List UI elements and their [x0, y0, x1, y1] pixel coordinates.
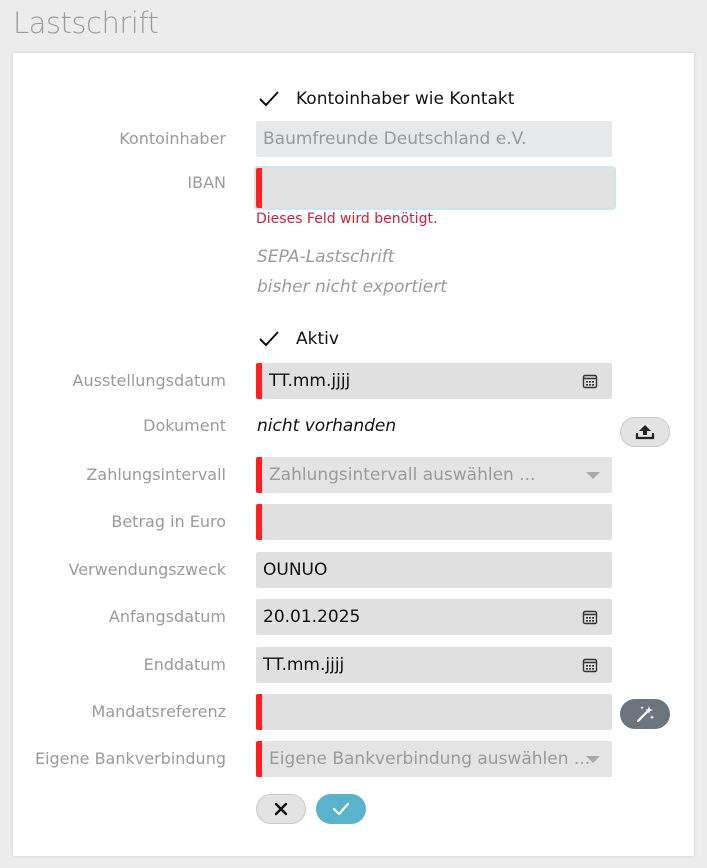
generate-mandatsreferenz-button[interactable] [620, 699, 670, 729]
eigene-bankverbindung-label: Eigene Bankverbindung [34, 749, 226, 768]
ausstellungsdatum-row [13, 363, 694, 399]
ausstellungsdatum-label: Ausstellungsdatum [72, 371, 226, 390]
chevron-down-icon [586, 756, 600, 763]
dokument-value: nicht vorhanden [257, 416, 397, 436]
lastschrift-form [13, 53, 694, 856]
check-icon [256, 86, 282, 112]
kontoinhaber-label: Kontoinhaber [119, 129, 226, 148]
mandatsreferenz-input[interactable] [256, 694, 612, 730]
kontoinhaber-wie-kontakt-row [256, 84, 514, 114]
check-icon [256, 326, 282, 352]
confirm-button[interactable] [316, 794, 366, 824]
export-status-text: bisher nicht exportiert [257, 277, 447, 297]
aktiv-checkbox[interactable] [256, 326, 282, 352]
calendar-icon[interactable] [582, 657, 598, 673]
eigene-bankverbindung-placeholder: Eigene Bankverbindung auswählen ... [269, 749, 591, 769]
verwendungszweck-label: Verwendungszweck [68, 560, 226, 579]
dokument-label: Dokument [143, 416, 226, 435]
zahlungsintervall-select[interactable] [256, 457, 612, 493]
ausstellungsdatum-value: TT.mm.jjjj [269, 371, 351, 391]
enddatum-input[interactable] [256, 647, 612, 683]
aktiv-label: Aktiv [296, 329, 339, 349]
upload-icon [635, 423, 655, 441]
enddatum-value: TT.mm.jjjj [263, 655, 345, 675]
page-title: Lastschrift [13, 6, 159, 40]
close-icon [274, 802, 288, 816]
mandatsreferenz-row [13, 694, 694, 730]
sepa-type-text: SEPA-Lastschrift [257, 247, 395, 267]
calendar-icon[interactable] [582, 609, 598, 625]
ausstellungsdatum-input[interactable] [256, 363, 612, 399]
mandatsreferenz-label: Mandatsreferenz [91, 702, 226, 721]
anfangsdatum-label: Anfangsdatum [108, 607, 226, 626]
anfangsdatum-row [13, 599, 694, 635]
iban-row [13, 168, 694, 204]
zahlungsintervall-label: Zahlungsintervall [86, 465, 226, 484]
zahlungsintervall-row [13, 457, 694, 493]
calendar-icon[interactable] [582, 373, 598, 389]
aktiv-row [256, 324, 339, 354]
magic-wand-icon [635, 705, 655, 723]
anfangsdatum-input[interactable] [256, 599, 612, 635]
verwendungszweck-row [13, 552, 694, 588]
eigene-bankverbindung-select[interactable] [256, 741, 612, 777]
iban-input[interactable] [256, 168, 614, 208]
verwendungszweck-input[interactable]: OUNUO [256, 552, 612, 588]
anfangsdatum-value: 20.01.2025 [263, 607, 361, 627]
betrag-row [13, 504, 694, 540]
zahlungsintervall-placeholder: Zahlungsintervall auswählen ... [269, 465, 536, 485]
chevron-down-icon [586, 472, 600, 479]
betrag-input[interactable] [256, 504, 612, 540]
kontoinhaber-wie-kontakt-label: Kontoinhaber wie Kontakt [296, 89, 515, 109]
enddatum-row [13, 647, 694, 683]
cancel-button[interactable] [256, 794, 306, 824]
check-icon [332, 802, 350, 816]
dokument-row [13, 408, 694, 444]
iban-label: IBAN [187, 173, 226, 192]
kontoinhaber-row [13, 121, 694, 157]
eigene-bankverbindung-row [13, 741, 694, 777]
kontoinhaber-input[interactable]: Baumfreunde Deutschland e.V. [256, 121, 612, 157]
enddatum-label: Enddatum [143, 655, 226, 674]
iban-error-message: Dieses Feld wird benötigt. [256, 211, 438, 227]
kontoinhaber-wie-kontakt-checkbox[interactable] [256, 86, 282, 112]
upload-document-button[interactable] [620, 417, 670, 447]
betrag-label: Betrag in Euro [111, 512, 226, 531]
